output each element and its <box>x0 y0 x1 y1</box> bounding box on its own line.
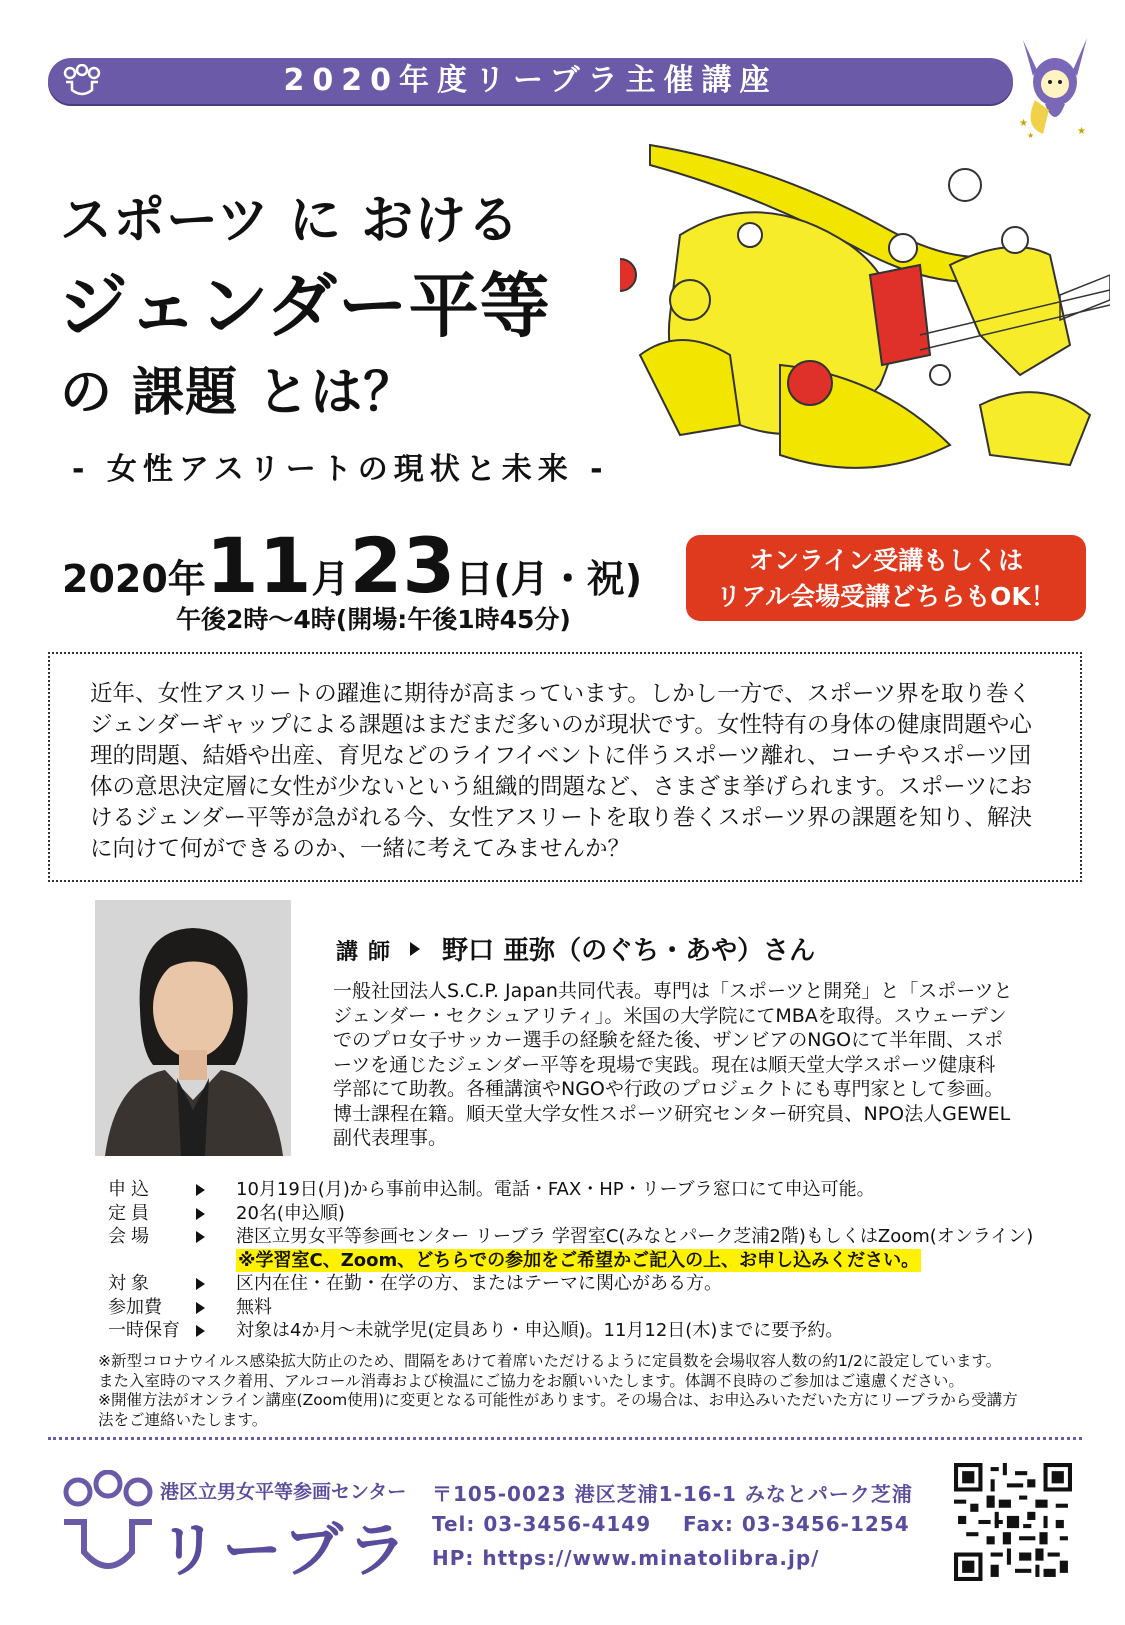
arrow-right-icon <box>196 1208 205 1220</box>
website-link[interactable]: HP: https://www.minatolibra.jp/ <box>432 1546 820 1570</box>
org-brand: リーブラ <box>158 1516 411 1586</box>
event-date: 2020年11月23日(月・祝) <box>62 521 643 610</box>
lecturer-bio: 一般社団法人S.C.P. Japan共同代表。専門は「スポーツと開発」と「スポーツとジェンダー・セクシュアリティ」。米国の大学院にてMBAを取得。スウェーデンでのプロ女子サッカー選手の経験を経た後、ザンビアのNGOにて半年間、スポーツを通じたジェンダー平等を現場で実践。現在は順天堂大学スポーツ健康科学部にて助教。各種講演やNGOや行政のプロジェクトにも専門家として参画。博士課程在籍。順天堂大学女性スポーツ研究センター研究員、NPO法人GEWEL副代表理事。 <box>333 980 1013 1149</box>
note-line-2: また入室時のマスク着用、アルコール消毒および検温にご協力をお願いいたします。体調不良時のご参加はご遠慮ください。 <box>98 1371 964 1390</box>
header-banner <box>48 58 1013 104</box>
lecturer-name: 野口 亜弥（のぐち・あや）さん <box>442 936 816 966</box>
arrow-right-icon <box>196 1184 205 1196</box>
venue-note-highlight: ※学習室C、Zoom、どちらでの参加をご希望かご記入の上、お申し込みください。 <box>238 1249 920 1271</box>
athletes-illustration <box>620 125 1110 510</box>
title-line-1: スポーツ に おける <box>60 191 521 251</box>
arrow-right-icon <box>410 942 420 956</box>
arrow-right-icon <box>196 1302 205 1314</box>
libra-logo-icon <box>58 1470 158 1590</box>
event-time: 午後2時～4時(開場:午後1時45分) <box>176 605 571 634</box>
online-badge <box>686 535 1086 621</box>
svg-text:★: ★ <box>1077 126 1086 137</box>
title-line-3: の 課題 とは？ <box>60 363 417 423</box>
address: 〒105-0023 港区芝浦1-16-1 みなとパーク芝浦 <box>432 1482 913 1506</box>
fax: Fax: 03-3456-1254 <box>683 1512 910 1536</box>
subtitle: - 女性アスリートの現状と未来 - <box>72 452 609 487</box>
svg-text:★: ★ <box>1019 118 1028 129</box>
note-line-1: ※新型コロナウイルス感染拡大防止のため、間隔をあけて着席いただけるように定員数を会場収容人数の約1/2に設定しています。 <box>98 1352 1002 1370</box>
online-badge-line-1: オンライン受講もしくは <box>748 546 1024 575</box>
lecturer-heading <box>336 930 815 967</box>
banner-title: 2020年度リーブラ主催講座 <box>283 63 778 98</box>
intro-text: 近年、女性アスリートの躍進に期待が高まっています。しかし一方で、スポーツ界を取り巻くジェンダーギャップによる課題はまだまだ多いのが現状です。女性特有の身体の健康問題や心理的問題、結婚や出産、育児などのライフイベントに伴うスポーツ離れ、コーチやスポーツ団体の意思決定層に女性が少ないという組織的問題など、さまざま挙げられます。スポーツにおけるジェンダー平等が急がれる今、女性アスリートを取り巻くスポーツ界の課題を知り、解決に向けて何ができるのか、一緒に考えてみませんか？ <box>90 681 1033 862</box>
arrow-right-icon <box>196 1278 205 1290</box>
title-line-2: ジェンダー平等 <box>58 265 551 347</box>
note-line-4: 法をご連絡いたします。 <box>98 1410 268 1429</box>
arrow-right-icon <box>196 1325 205 1337</box>
org-name: 港区立男女平等参画センター <box>160 1481 407 1503</box>
lecturer-photo <box>95 900 291 1156</box>
online-badge-line-2: リアル会場受講どちらもOK！ <box>716 582 1056 611</box>
notes <box>98 1352 1088 1430</box>
footer-divider <box>48 1437 1082 1440</box>
note-line-3: ※開催方法がオンライン講座(Zoom使用)に変更となる可能性があります。その場合は、お申込みいただいた方にリーブラから受講方 <box>98 1391 1018 1409</box>
svg-text:★: ★ <box>1027 131 1035 140</box>
qr-code[interactable] <box>954 1463 1072 1581</box>
lecturer-label: 講師 <box>336 940 401 965</box>
arrow-right-icon <box>196 1231 205 1243</box>
phone: Tel: 03-3456-4149 <box>432 1512 652 1536</box>
